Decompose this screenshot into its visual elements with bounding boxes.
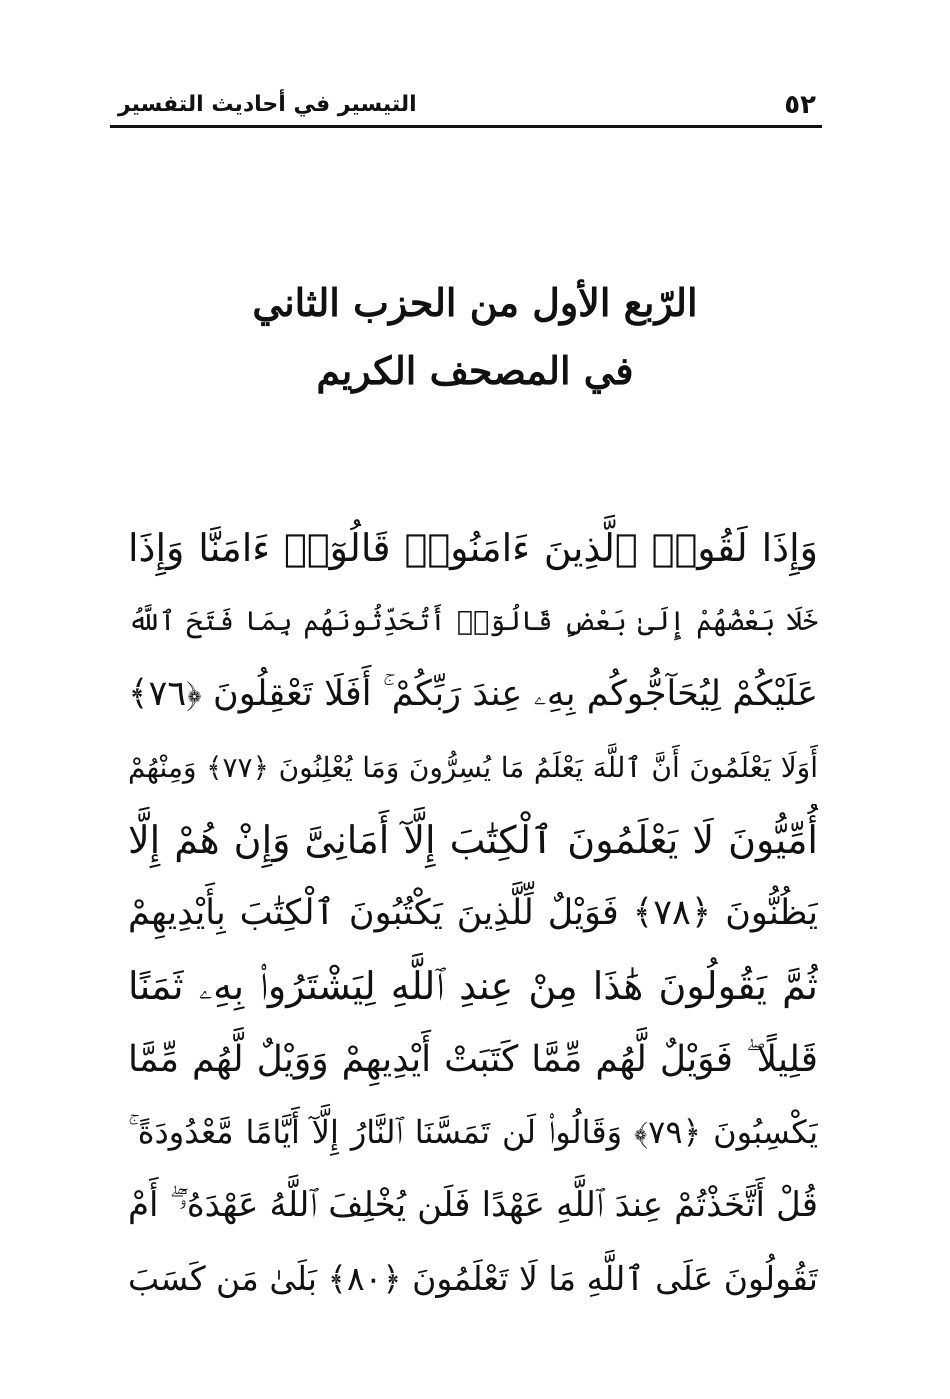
header-rule	[110, 125, 822, 128]
page-header	[110, 86, 822, 128]
verse-line: تَقُولُونَ عَلَى ٱللَّهِ مَا لَا تَعْلَمُونَ ﴿٨٠﴾ بَلَىٰ مَن كَسَبَ	[128, 1259, 818, 1298]
quran-verses	[128, 512, 818, 1315]
verse-line: قَلِيلًا ۖ فَوَيْلٌ لَّهُم مِّمَّا كَتَبَتْ أَيْدِيهِمْ وَوَيْلٌ لَّهُم مِّمَّا	[128, 1039, 818, 1080]
verse-line: قُلْ أَتَّخَذْتُمْ عِندَ ٱللَّهِ عَهْدًا فَلَن يُخْلِفَ ٱللَّهُ عَهْدَهُۥٓ ۖ أَمْ	[128, 1185, 818, 1225]
page-number: ٥٢	[784, 90, 816, 120]
verse-line: خَلَا بَعْضُهُمْ إِلَىٰ بَعْضٍ قَالُوٓا۟ أَتُحَدِّثُونَهُم بِمَا فَتَحَ ٱللَّهُ	[128, 606, 818, 637]
verse-line: وَإِذَا لَقُوا۟ ٱلَّذِينَ ءَامَنُوا۟ قَالُوٓا۟ ءَامَنَّا وَإِذَا	[128, 526, 818, 570]
verse-line: أُمِّيُّونَ لَا يَعْلَمُونَ ٱلْكِتَٰبَ إِلَّآ أَمَانِىَّ وَإِنْ هُمْ إِلَّا	[128, 818, 818, 862]
verse-line: يَكْسِبُونَ ﴿٧٩﴾ وَقَالُوا۟ لَن تَمَسَّنَا ٱلنَّارُ إِلَّآ أَيَّامًا مَّعْدُودَةً ۚ	[128, 1113, 818, 1151]
section-heading-line-1: الرّبع الأول من الحزب الثاني	[252, 280, 698, 325]
verse-line: يَظُنُّونَ ﴿٧٨﴾ فَوَيْلٌ لِّلَّذِينَ يَكْتُبُونَ ٱلْكِتَٰبَ بِأَيْدِيهِمْ	[128, 893, 818, 933]
running-title: التيسير في أحاديث التفسير	[118, 92, 417, 117]
section-heading-line-2: في المصحف الكريم	[316, 348, 634, 393]
verse-line: ثُمَّ يَقُولُونَ هَٰذَا مِنْ عِندِ ٱللَّهِ لِيَشْتَرُوا۟ بِهِۦ ثَمَنًا	[128, 964, 818, 1008]
verse-line: عَلَيْكُمْ لِيُحَآجُّوكُم بِهِۦ عِندَ رَبِّكُمْ ۚ أَفَلَا تَعْقِلُونَ ﴿٧٦﴾	[128, 674, 818, 714]
verse-line: أَوَلَا يَعْلَمُونَ أَنَّ ٱللَّهَ يَعْلَمُ مَا يُسِرُّونَ وَمَا يُعْلِنُونَ ﴿٧٧﴾ وَمِنْهُمْ	[128, 751, 818, 784]
